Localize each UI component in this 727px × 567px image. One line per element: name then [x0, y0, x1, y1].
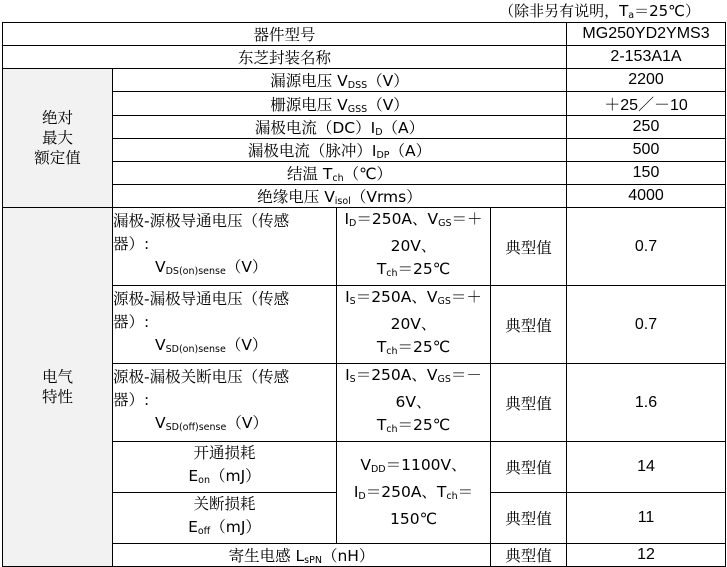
test-condition: $I_D=250A$、$V_{GS}=+$ 20V、 $T_{ch}=25℃$	[337, 208, 491, 286]
param-label: 关断损耗 $E_{off}(mJ)$	[113, 493, 337, 544]
package-label: 东芝封装名称	[3, 46, 567, 69]
electrical-group: 电气 特性	[3, 208, 113, 567]
param-label: 寄生电感 $L_{sPN}(nH)$	[113, 544, 491, 567]
param-label: 漏极-源极导通电压（传感 器）: $V_{DS(on)sense}(V)$	[113, 208, 337, 286]
param-value: ＋25／－10	[567, 92, 726, 116]
value-type: 典型值	[491, 544, 567, 567]
param-value: 2200	[567, 69, 726, 92]
param-value: 1.6	[567, 364, 726, 442]
param-value: 0.7	[567, 208, 726, 286]
value-type: 典型值	[491, 442, 567, 493]
param-label: 结温 $T_{ch}(℃)$	[113, 162, 567, 185]
param-value: 500	[567, 139, 726, 162]
model-value: MG250YD2YMS3	[567, 23, 726, 46]
param-label: 源极-漏极关断电压（传感 器）: $V_{SD(off)sense}(V)$	[113, 364, 337, 442]
value-type: 典型值	[491, 286, 567, 364]
table-row-model	[3, 23, 726, 46]
param-value: 12	[567, 544, 726, 567]
model-label: 器件型号	[3, 23, 567, 46]
param-label: 栅源电压 $V_{GSS}(V)$	[113, 92, 567, 116]
test-condition: $I_S=250A$、$V_{GS}=-$ 6V、 $T_{ch}=25℃$	[337, 364, 491, 442]
param-value: 11	[567, 493, 726, 544]
param-label: 源极-漏极导通电压（传感 器）: $V_{SD(on)sense}(V)$	[113, 286, 337, 364]
test-condition: $V_{DD}=1100V$、 $I_D=250A$、$T_{ch}=$ 150℃	[337, 442, 491, 544]
conditions-note: （除非另有说明，$T_a=25℃$）	[499, 2, 700, 21]
param-label: 漏源电压 $V_{DSS}(V)$	[113, 69, 567, 92]
abs-max-group: 绝对 最大 额定值	[3, 69, 113, 208]
param-value: 0.7	[567, 286, 726, 364]
value-type: 典型值	[491, 493, 567, 544]
param-label: 漏极电流$(DC)I_D(A)$	[113, 116, 567, 139]
param-value: 4000	[567, 185, 726, 208]
value-type: 典型值	[491, 364, 567, 442]
param-value: 14	[567, 442, 726, 493]
value-type: 典型值	[491, 208, 567, 286]
spec-table	[2, 22, 726, 567]
test-condition: $I_S=250A$、$V_{GS}=+$ 20V、 $T_{ch}=25℃$	[337, 286, 491, 364]
param-value: 150	[567, 162, 726, 185]
table-row	[3, 208, 726, 286]
param-label: 漏极电流（脉冲）$I_{DP}(A)$	[113, 139, 567, 162]
param-value: 250	[567, 116, 726, 139]
param-label: 开通损耗 $E_{on}(mJ)$	[113, 442, 337, 493]
param-label: 绝缘电压 $V_{isol}(Vrms)$	[113, 185, 567, 208]
package-value: 2-153A1A	[567, 46, 726, 69]
table-row	[3, 69, 726, 92]
table-row-package	[3, 46, 726, 69]
